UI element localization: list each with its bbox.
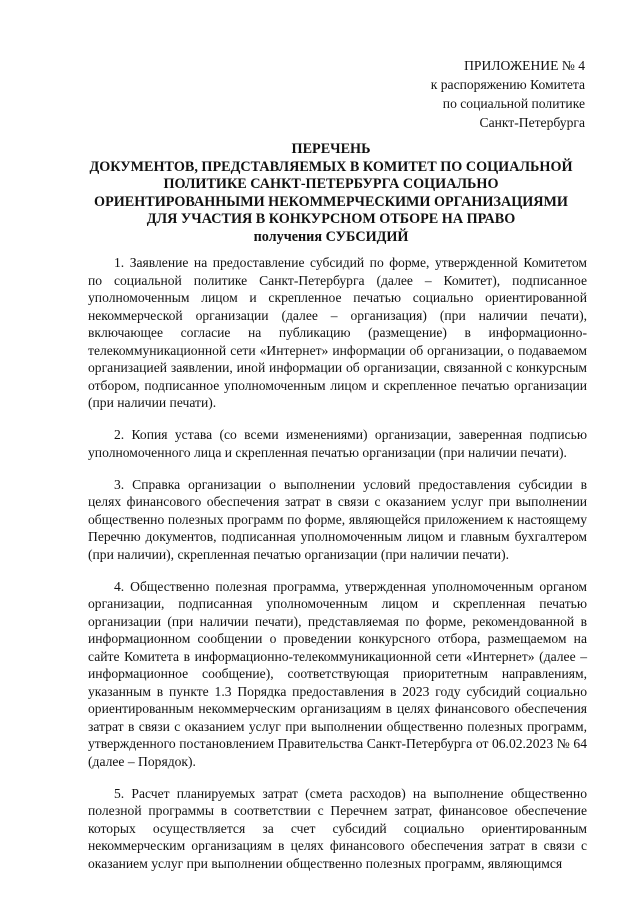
paragraph-4: 4. Общественно полезная программа, утвержденная уполномоченным органом организации, подписанная уполномоченным лицом и скрепленная печатью организации (при наличии печати), представляемая по форме, рекомендованной в информационном сообщении о проведении конкурсного отбора, размещаемом на сайте Комитета в информационно-телекоммуникационной сети «Интернет» (далее – информационное сообщение), соответствующая приоритетным направлениям, указанным в пункте 1.3 Порядка предоставления в 2023 году субсидий социально ориентированным некоммерческим организациям в целях финансового обеспечения затрат в связи с оказанием услуг при выполнении общественно полезных программ, утвержденного постановлением Правительства Санкт-Петербурга от 06.02.2023 № 64 (далее – Порядок). xyxy=(88,578,587,769)
paragraph-2: 2. Копия устава (со всеми изменениями) организации, заверенная подписью уполномоченного лица и скрепленная печатью организации (при наличии печати). xyxy=(88,427,587,460)
paragraph-3: 3. Справка организации о выполнении условий предоставления субсидии в целях финансового обеспечения затрат в связи с оказанием услуг при выполнении общественно полезных программ по форме, являющейся приложением к настоящему Перечню документов, подписанная уполномоченным лицом и главным бухгалтером (при наличии), скрепленная печатью организации (при наличии печати). xyxy=(88,476,587,562)
paragraph-1: 1. Заявление на предоставление субсидий по форме, утвержденной Комитетом по социальной политике Санкт-Петербурга (далее – Комитет), подписанное уполномоченным лицом и скрепленное печатью социально ориентированной некоммерческой организации (далее – организация) (при наличии печати), включающее согласие на публикацию (размещение) в информационно-телекоммуникационной сети «Интернет» информации об организации, о подаваемом организацией заявлении, иной информации об организации, связанной с конкурсным отбором, подписанное уполномоченным лицом и скрепленное печатью организации (при наличии печати). xyxy=(88,255,587,410)
title-line: получения СУБСИДИЙ xyxy=(253,228,409,245)
paragraph-5: 5. Расчет планируемых затрат (смета расходов) на выполнение общественно полезной программы в соответствии с Перечнем затрат, финансовое обеспечение которых осуществляется за счет субсидий социально ориентированным некоммерческим организациям в целях финансового обеспечения затрат в связи с оказанием услуг при выполнении общественно полезных программ, являющимся xyxy=(88,785,587,871)
title-line: ПОЛИТИКЕ САНКТ-ПЕТЕРБУРГА СОЦИАЛЬНО xyxy=(163,176,499,193)
title-line: ПЕРЕЧЕНЬ xyxy=(291,141,371,157)
title-line: ОРИЕНТИРОВАННЫМИ НЕКОММЕРЧЕСКИМИ ОРГАНИЗАЦИЯМИ xyxy=(94,193,568,210)
appendix-line: по социальной политике xyxy=(442,96,585,111)
title-line: ДЛЯ УЧАСТИЯ В КОНКУРСНОМ ОТБОРЕ НА ПРАВО xyxy=(146,211,516,228)
document-body xyxy=(88,254,587,887)
appendix-header xyxy=(431,56,585,132)
appendix-line: ПРИЛОЖЕНИЕ № 4 xyxy=(464,58,585,73)
appendix-line: Санкт-Петербурга xyxy=(479,115,585,130)
document-title xyxy=(88,141,574,247)
title-line: ДОКУМЕНТОВ, ПРЕДСТАВЛЯЕМЫХ В КОМИТЕТ ПО СОЦИАЛЬНОЙ xyxy=(89,158,573,175)
appendix-line: к распоряжению Комитета xyxy=(430,77,585,92)
